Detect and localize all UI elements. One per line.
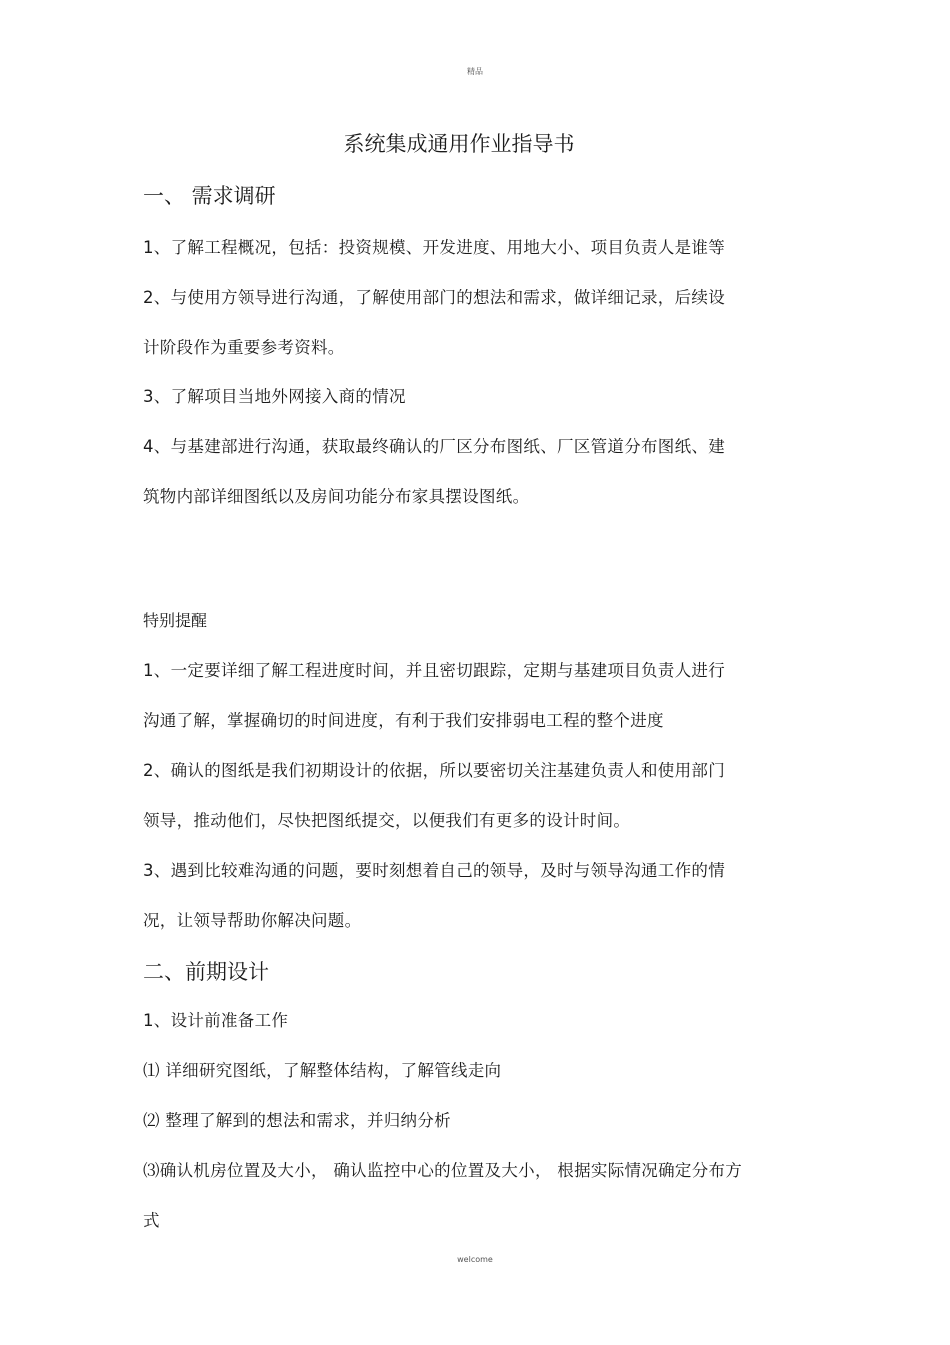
paragraph-line: 4、与基建部进行沟通，获取最终确认的厂区分布图纸、厂区管道分布图纸、建	[143, 437, 725, 456]
header-watermark: 精品	[467, 67, 483, 76]
paragraph-line: ⑴ 详细研究图纸，了解整体结构，了解管线走向	[143, 1061, 502, 1080]
footer-watermark: welcome	[457, 1255, 493, 1264]
paragraph-line: 式	[143, 1211, 160, 1230]
reminder-heading: 特别提醒	[143, 611, 208, 630]
paragraph-line: 领导，推动他们，尽快把图纸提交，以便我们有更多的设计时间。	[143, 811, 631, 830]
paragraph-line: 1、一定要详细了解工程进度时间，并且密切跟踪，定期与基建项目负责人进行	[143, 661, 725, 680]
paragraph-line: ⑵ 整理了解到的想法和需求，并归纳分析	[143, 1111, 451, 1130]
paragraph-line: 2、确认的图纸是我们初期设计的依据，所以要密切关注基建负责人和使用部门	[143, 761, 725, 780]
paragraph-line: 计阶段作为重要参考资料。	[143, 338, 345, 357]
paragraph-line: 3、了解项目当地外网接入商的情况	[143, 387, 406, 406]
paragraph-line: 1、了解工程概况，包括：投资规模、开发进度、用地大小、项目负责人是谁等	[143, 238, 725, 257]
document-title: 系统集成通用作业指导书	[343, 132, 575, 156]
paragraph-line: 沟通了解，掌握确切的时间进度，有利于我们安排弱电工程的整个进度	[143, 711, 664, 730]
paragraph-line: 况，让领导帮助你解决问题。	[143, 911, 362, 930]
paragraph-line: 1、设计前准备工作	[143, 1011, 289, 1030]
section-heading-requirements: 一、 需求调研	[143, 184, 276, 208]
paragraph-line: 筑物内部详细图纸以及房间功能分布家具摆设图纸。	[143, 487, 530, 506]
paragraph-line: ⑶确认机房位置及大小， 确认监控中心的位置及大小， 根据实际情况确定分布方	[143, 1161, 743, 1180]
paragraph-line: 3、遇到比较难沟通的问题，要时刻想着自己的领导，及时与领导沟通工作的情	[143, 861, 725, 880]
paragraph-line: 2、与使用方领导进行沟通，了解使用部门的想法和需求，做详细记录，后续设	[143, 288, 725, 307]
section-heading-preliminary-design: 二、前期设计	[143, 960, 269, 984]
